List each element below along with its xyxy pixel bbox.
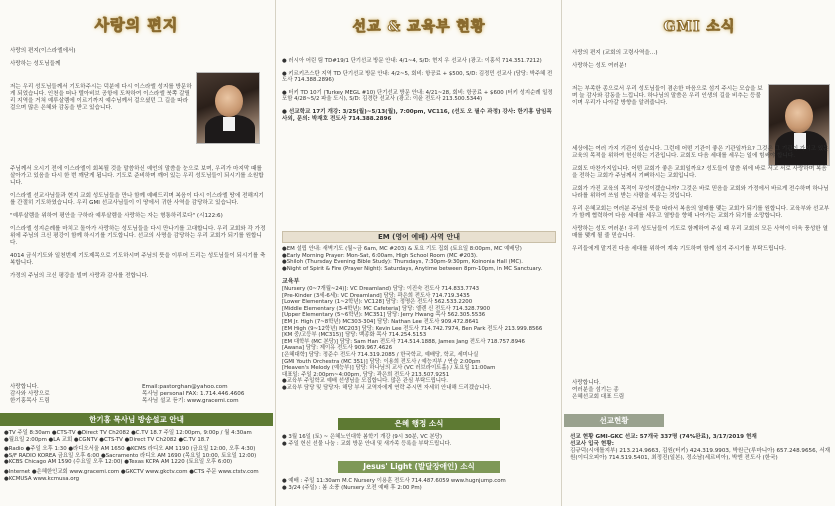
pastor-fax: 목사님 personal FAX: 1.714.446.4606: [142, 391, 245, 397]
mission-item: ● 키르키즈스탄 지역 TD 단기선교 방문 안내: 4/2~5, 회비: 항공료 + $500, S/D: 김정민 선교사 (담당: 박주혜 전도사 714.388.2896): [282, 70, 553, 84]
column-divider: [275, 0, 276, 506]
mission-status-line: 선교 현황 GMI-GKC 선교: 57개국 337명 (74%완료), 3/17/2019 현재: [570, 434, 757, 440]
letter-quote: "예루살렘을 위하여 평안을 구하라 예루살렘을 사랑하는 자는 형통하리로다" (시122:6): [10, 213, 223, 219]
gmi-paragraph: 교회도 마찬가지입니다. 어떤 교회가 좋은 교회일까요? 성도들이 말씀 위에 바로 서고 서로 사랑하며 복음을 전하는 교회가 주님께서 기뻐하시는 교회입니다.: [572, 166, 827, 179]
gmi-greeting: 사랑의 편지 (교회의 고령사역을…): [572, 50, 658, 56]
signature-line: 감사와 사랑으로: [10, 391, 50, 397]
letter-body-a: [10, 84, 192, 118]
gmi-signature: [572, 380, 722, 401]
letter-greeting: 사랑의 편지(이스라엘에서): [10, 48, 76, 54]
mission-status-list: [570, 434, 832, 462]
education-item: ●교육부 담당 및 담당자: 해당 부서 교역자에게 연락 주시면 자세히 안내해 드리겠습니다.: [282, 384, 492, 391]
letter-intro: [10, 48, 190, 74]
sermon-website[interactable]: 목사님 설교 듣기: www.gracemi.com: [142, 398, 239, 404]
mission-trips: [282, 58, 556, 129]
gmi-body-a: [572, 86, 764, 113]
jesus-light-list: [282, 478, 558, 491]
mission-item: ● 터키 TD 10기 (Turkey MEGL #10) 단기선교 방문 안내: 4/21~28, 회비: 항공료 + $600 (터키 성지순례 일정 포함 4/28~5/2 파울 도시), S/D: 김경란 선교사 (광고: 이윤 전도사 213.500.5344): [282, 89, 553, 103]
education-section: [282, 276, 558, 392]
grace-news-banner: 은혜 행정 소식: [338, 418, 500, 430]
grace-news-item: ● 주일 헌신 선물 나눔 : 교회 방문 안내 및 새가족 등록을 부탁드립니다.: [282, 440, 452, 447]
education-item: 대표일: 주일 2:00pm~4:00pm, 담당: 곽은희 전도사 213.507.9251: [282, 371, 450, 378]
letter-paragraph: 가정의 주님의 크신 평강을 빌며 사랑과 감사를 전합니다.: [10, 273, 149, 279]
education-item: ●교육부 주일학교 예배 선생님을 모집합니다. 많은 관심 부탁드립니다.: [282, 378, 448, 385]
broadcast-line: ●S/F RADIO KOREA 금요일 오후 6:00 ●Sacramento 라디오 AM 1690 (목요일 10:00, 토요일 12:00): [4, 452, 257, 459]
gmi-paragraph: 저는 부족한 종으로서 우리 성도님들이 겸손한 마음으로 섬겨 주시는 모습을 보며 늘 감사와 감동을 느낍니다. 하나님의 말씀은 우리 인생의 길을 비추는 등불이며 우리가 나아갈 방향을 알려줍니다.: [572, 86, 763, 106]
letter-paragraph: 이스라엘 선교사님들과 현지 교회 성도님들을 만나 함께 예배드리며 복음이 다시 이스라엘 땅에 전해지기를 간절히 기도하였습니다. 우리 GMI 선교사님들이 이 땅에서 귀한 사역을 감당하고 있습니다.: [10, 193, 264, 206]
letter-paragraph: 이스라엘 성지순례를 마치고 돌아가 사랑하는 성도님들을 다시 만나기를 고대합니다. 우리 교회와 각 가정 위에 주님의 크신 평강이 함께 하시기를 기도합니다. 선교의 사명을 감당하는 우리 교회가 되기를 원합니다.: [10, 226, 266, 246]
gmi-body-b: [572, 146, 830, 259]
broadcast-line: ●TV 주일 8:30am ●CTS-TV ●Direct TV Ch2082 ●C.TV 18.7 주일 12:00pm, 9:00p / 월 4:30am: [4, 430, 252, 436]
education-item: [EM 대학부 (MC 본당)] 담당: Sam Han 전도사 714.514.1888, James Jang 전도사 718.757.8946: [282, 338, 525, 345]
em-item: ●Early Morning Prayer: Mon-Sat, 6:00am, High School Room (MC #203).: [282, 252, 478, 259]
column-gmi-news: [564, 0, 835, 506]
column-divider: [561, 0, 562, 506]
mission-status-line: 선교사 입국 현황:: [570, 441, 614, 447]
education-item: [Lower Elementary (1~2학년): VC128] 담당: 정명은 전도사 562.533.2200: [282, 299, 473, 306]
gmi-paragraph: 우리 은혜교회는 여러분 주님의 뜻을 따라서 복음의 열매를 맺는 교회가 되기를 원합니다. 교육부와 선교부가 함께 협력하여 다음 세대를 세우고 열방을 향해 나아가는 교회가 되기를 소망합니다.: [572, 206, 830, 219]
education-item: [EM Jr. High (7~8학년) MC303-304] 담당: Nathan Lee 전도사 909.472.8641: [282, 318, 479, 325]
gmi-paragraph: 교회가 가진 교육의 목적이 무엇이겠습니까? 그것은 바로 믿음을 교회와 가정에서 바르게 전수하며 하나님 나라를 위하여 쓰임 받는 사람을 세우는 것입니다.: [572, 186, 829, 199]
mission-item: ● 선교학교 17기 개강: 3/25(월)~5/13(월), 7:00pm, VC116, (선도 오 필수 과정) 강사: 한기홍 담임목사외, 문의: 박재호 전도사 714.388.2896: [282, 108, 552, 122]
jesus-light-banner: Jesus' Light (발달장애인) 소식: [338, 461, 500, 473]
education-item: [Pre-Kinder (3세-6세): VC Dreamland] 담당: 곽은희 전도사 714.719.3435: [282, 292, 470, 299]
broadcast-schedule: [4, 430, 272, 482]
broadcast-line: ●Internet ●은혜한인교회 www.gracemi.com ●GKCTV www.gkctv.com ●CTS 주문 www.ctstv.com ●KCMUSA www.kcmusa.org: [4, 468, 259, 482]
education-header: 교육부: [282, 278, 300, 285]
broadcast-line: ●월요일 2:00pm ●LA 교회 ●CGNTV ●CTS-TV ●Direct TV Ch2082 ●C.TV 18.7: [4, 436, 210, 443]
em-item: ●EM 설립 안내: 새벽기도 (월~금 6am, MC #203) & 토요 기도 집회 (토요일 8:00pm, MC 예배당): [282, 246, 522, 252]
education-item: [GMI Youth Orchestra (MC 351)] 담당: 이용희 전도사 / 예능지부 / 연습 2:00pm: [282, 358, 481, 365]
grace-news-list: [282, 434, 558, 447]
column-pastor-letter: [0, 0, 273, 506]
grace-news-item: ● 3월 16일 (토) ~ 은혜노인대학 봄학기 개강 (9시 30분, VC 본당): [282, 434, 442, 440]
letter-paragraph: 4014 금식기도와 일천번제 기도제목으로 기도하시며 주님의 뜻을 이루어 드리는 성도님들이 되시기를 축복합니다.: [10, 253, 266, 266]
pastor-email[interactable]: Email:pastorghan@yahoo.com: [142, 384, 228, 390]
gmi-news-title: GMI 소식: [663, 19, 736, 35]
signature-line: 여러분을 섬기는 종: [572, 387, 619, 393]
jesus-light-item: ● 예배 : 주일 11:30am M.C Nursery 이용훈 전도사 714.487.6059 www.hugnjump.com: [282, 478, 506, 484]
pastor-letter-title: 사랑의 편지: [94, 16, 179, 34]
mission-status-banner: 선교현황: [564, 414, 664, 427]
em-ministry-list: [282, 246, 558, 272]
em-item: ●Shiloh (Thursday Evening Bible Study): Thursdays, 7:30pm-9:30pm, Koinonia Hall (MC).: [282, 259, 523, 266]
mission-status-line: 김규덕(시애틀지부) 213.214.9663, 김원(터키) 424.319.9903, 박원근(루마니아) 657.248.9656, 서재원(이디오피아) 714.519.5401, 최정진(일본), 정소남(세르비아), 박엔 전도사 (한국): [570, 448, 831, 461]
broadcast-line: ●Radio ●주일 오후 1:30 ●라디오서울 AM 1650 ●KCMS 라디오 AM 1190 (금요일 12:00, 오후 4:30): [4, 446, 256, 453]
broadcast-line: ●KCBS Chicago AM 1590 (수요일 오후 12:00) ●Texas KCPA AM 1220 (토요일 오후 6:00): [4, 459, 233, 466]
gmi-paragraph: 사랑하는 성도 여러분! 우리 성도님들이 기도로 함께하여 주실 때 우리 교회의 모든 사역이 더욱 풍성한 열매를 맺게 될 줄 믿습니다.: [572, 226, 828, 239]
letter-salutation: 사랑하는 성도님들께: [10, 61, 61, 67]
signature-line: 한기홍목사 드림: [10, 398, 50, 404]
gmi-paragraph: 우리들에게 맡겨진 다음 세대를 위하여 계속 기도하며 함께 섬겨 주시기를 부탁드립니다.: [572, 246, 787, 252]
letter-body-b: [10, 166, 268, 286]
gmi-paragraph: 세상에는 여러 가지 기관이 있습니다. 그런데 어떤 기관이 좋은 기관일까요? 그것은 그 기관이 가지고 있는 교육의 목적을 위하여 헌신하는 기관입니다. 교회도 다음 세대를 세우는 일에 힘써야 합니다.: [572, 146, 829, 159]
letter-signature: [10, 384, 120, 405]
education-item: [Heaven's Melody (예능부)] 담당: 하나님의 교사 (VC 러브라이트홀) / 토요일 11:00am: [282, 365, 496, 372]
education-item: [EM High (9~12학년) MC203] 담당: Kevin Lee 전도사 714.742.7974, Ben Park 전도사 213.999.8566: [282, 325, 543, 332]
education-item: [은혜대학] 담당: 정준수 전도사 714.319.2085 / 한국학교, 예배당, 학교, 세미나실: [282, 351, 479, 358]
gmi-salutation: 사랑하는 성도 여러분!: [572, 63, 627, 69]
column-mission-education: [278, 0, 560, 506]
letter-paragraph: 저는 우리 성도님들께서 기도하주시는 덕분에 다시 이스라엘 성지를 방문하게 되었습니다. 인천을 떠나 텔아비브 공항에 도착하여 이스라엘 북쪽 갈릴리 지역을 거쳐 예루살렘에 이르기까지 예수님께서 걸으셨던 그 길을 따라 걸으며 많은 은혜와 감동을 받고 있습니다.: [10, 84, 192, 111]
jesus-light-item: ● 3/24 (주일) : 봄 소풍 (Nursery 오전 예배 후 2:00 Pm): [282, 484, 422, 491]
broadcast-banner: 한기홍 목사님 방송설교 안내: [0, 413, 273, 426]
mission-education-title: 선교 & 교육부 현황: [352, 19, 486, 35]
em-item: ●Night of Spirit & Fire (Prayer Night): Saturdays, Anytime between 8pm-10pm, in MC Sanctuary.: [282, 265, 543, 272]
signature-line: 사랑합니다.: [572, 380, 601, 386]
gmi-intro: [572, 50, 762, 76]
signature-line: 사랑합니다.: [10, 384, 39, 390]
pastor-contact: [142, 384, 272, 405]
education-item: [Middle Elementary (3-4학년): MC Cafeteria] 담당: 엘렌 신 전도사 714.328.7900: [282, 305, 491, 312]
education-item: [Nursery (0~7개월~24)]: VC Dreamland) 담당: 이진숙 전도사 714.833.7743: [282, 286, 480, 292]
letter-paragraph: 주님께서 오시기 전에 이스라엘이 회복될 것을 말씀하신 예언의 말씀을 눈으로 보며, 우리가 마지막 때를 살아가고 있음을 다시 한 번 깨닫게 됩니다. 기도로 준비하며 깨어 있는 우리 성도님들이 되시기를 소원합니다.: [10, 166, 264, 186]
pastor-photo: [196, 72, 260, 144]
signature-line: 은혜선교회 대표 드림: [572, 394, 625, 400]
education-item: [Upper Elementary (5~6학년): MC351] 담당: Jerry Hwang 목사 562.305.5536: [282, 312, 486, 319]
em-ministry-header: EM (영어 예배) 사역 안내: [282, 231, 556, 243]
education-item: [KM 중/고등부 (MC315)] 담당: 백종화 목사 714.254.5153: [282, 332, 427, 339]
mission-item: ● 러시아 어린 팀 TD#19/1 단기선교 방문 안내: 4/1~4, S/D: 현지 우 선교사 (광고: 이홍석 714.351.7212): [282, 58, 542, 64]
education-item: [Awana] 담당: 제이유 전도사 909.967.4626: [282, 345, 393, 352]
